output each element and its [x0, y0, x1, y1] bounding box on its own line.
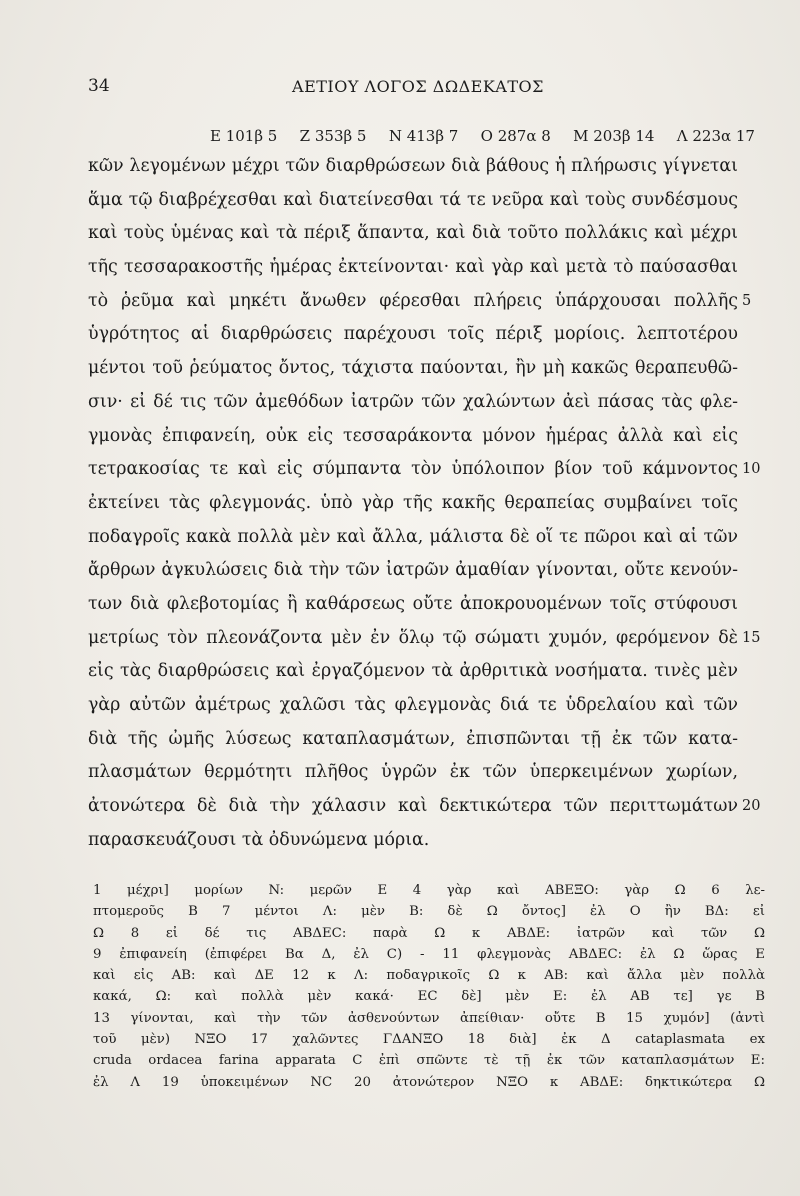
siglum: O 287α 8 — [480, 127, 551, 145]
line-text: κῶν λεγομένων μέχρι τῶν διαρθρώσεων διὰ βάθους ἡ πλήρωσις γίγνεται — [88, 156, 738, 176]
critical-apparatus — [93, 880, 765, 1093]
apparatus-line: τοῦ μὲν) ΝΞΟ 17 χαλῶντες ΓΔΑΝΞΟ 18 διὰ] ἐκ Δ cataplasmata ex — [93, 1032, 765, 1048]
line-text: μετρίως τὸν πλεονάζοντα μὲν ἐν ὅλῳ τῷ σώματι χυμόν, φερόμενον δὲ — [88, 627, 738, 648]
text-line — [88, 386, 738, 420]
apparatus-line: ἐλ Λ 19 ὑποκειμένων NC 20 ἀτονώτερον ΝΞΟ κ ΑΒΔΕ: δηκτικώτερα Ω — [93, 1074, 765, 1090]
siglum: Λ 223α 17 — [676, 127, 755, 145]
text-line — [88, 453, 761, 487]
line-text: εἰς τὰς διαρθρώσεις καὶ ἐργαζόμενον τὰ ἀρθριτικὰ νοσήματα. τινὲς μὲν — [88, 661, 738, 682]
line-text: ὑγρότητος αἱ διαρθρώσεις παρέχουσι τοῖς πέριξ μορίοις. λεπτοτέρου — [88, 324, 738, 345]
line-text: τῆς τεσσαρακοστῆς ἡμέρας ἐκτείνονται· καὶ γὰρ καὶ μετὰ τὸ παύσασθαι — [88, 257, 738, 278]
text-line — [88, 184, 738, 218]
line-text: ἅμα τῷ διαβρέχεσθαι καὶ διατείνεσθαι τά τε νεῦρα καὶ τοὺς συνδέσμους — [88, 189, 738, 210]
text-line — [88, 217, 738, 251]
apparatus-line: καὶ εἰς ΑΒ: καὶ ΔΕ 12 κ Λ: ποδαγρικοῖς Ω κ ΑΒ: καὶ ἄλλα μὲν πολλὰ — [93, 968, 765, 984]
apparatus-line: πτομεροῦς B 7 μέντοι Λ: μὲν B: δὲ Ω ὄντος] ἐλ O ἢν ΒΔ: εἰ — [93, 904, 765, 920]
text-line — [88, 790, 761, 824]
line-text: ποδαγροῖς κακὰ πολλὰ μὲν καὶ ἄλλα, μάλιστα δὲ οἵ τε πῶροι καὶ αἱ τῶν — [88, 526, 738, 547]
line-text: γμονὰς ἐπιφανείη, οὐκ εἰς τεσσαράκοντα μόνον ἡμέρας ἀλλὰ καὶ εἰς — [88, 425, 738, 446]
text-line — [88, 318, 738, 352]
text-line — [88, 588, 738, 622]
text-line — [88, 756, 738, 790]
running-head — [88, 76, 748, 102]
line-text: ἐκτείνει τὰς φλεγμονάς. ὑπὸ γὰρ τῆς κακῆς θεραπείας συμβαίνει τοῖς — [88, 492, 738, 513]
line-text: μέντοι τοῦ ῥεύματος ὄντος, τάχιστα παύονται, ἢν μὴ κακῶς θεραπευθῶ- — [88, 358, 738, 379]
siglum: Z 353β 5 — [299, 127, 367, 145]
text-line — [88, 251, 738, 285]
line-text: σιν· εἰ δέ τις τῶν ἀμεθόδων ἰατρῶν τῶν χαλώντων ἀεὶ πάσας τὰς φλε- — [88, 391, 738, 412]
siglum: N 413β 7 — [388, 127, 459, 145]
line-text: των διὰ φλεβοτομίας ἢ καθάρσεως οὔτε ἀποκρουομένων τοῖς στύφουσι — [88, 593, 738, 614]
text-line — [88, 285, 752, 319]
line-text: παρασκευάζουσι τὰ ὀδυνώμενα μόρια. — [88, 829, 430, 850]
line-text: καὶ τοὺς ὑμένας καὶ τὰ πέριξ ἅπαντα, καὶ διὰ τοῦτο πολλάκις καὶ μέχρι — [88, 223, 738, 244]
line-text: διὰ τῆς ὠμῆς λύσεως καταπλασμάτων, ἐπισπῶνται τῇ ἐκ τῶν κατα- — [88, 728, 738, 749]
line-text: πλασμάτων θερμότητι πλῆθος ὑγρῶν ἐκ τῶν ὑπερκειμένων χωρίων, — [88, 762, 738, 783]
line-number: 5 — [742, 292, 752, 309]
manuscript-sigla — [210, 127, 755, 145]
line-number: 10 — [742, 461, 761, 478]
text-line — [88, 420, 738, 454]
apparatus-line: cruda ordacea farina apparata C ἐπὶ σπῶντε τὲ τῇ ἐκ τῶν καταπλασμάτων E: — [93, 1053, 765, 1069]
line-text: τὸ ῥεῦμα καὶ μηκέτι ἄνωθεν φέρεσθαι πλήρεις ὑπάρχουσαι πολλῆς — [88, 290, 738, 311]
siglum: M 203β 14 — [573, 127, 655, 145]
text-line — [88, 150, 738, 184]
text-line — [88, 655, 738, 689]
text-line — [88, 689, 738, 723]
text-line — [88, 723, 738, 757]
line-number: 20 — [742, 798, 761, 815]
apparatus-line: κακά, Ω: καὶ πολλὰ μὲν κακά· EC δὲ] μὲν E: ἐλ ΑΒ τε] γε B — [93, 989, 765, 1005]
running-title: ΑΕΤΙΟΥ ΛΟΓΟΣ ΔΩΔΕΚΑΤΟΣ — [292, 77, 544, 96]
text-line — [88, 521, 738, 555]
siglum: E 101β 5 — [210, 127, 278, 145]
line-text: ἄρθρων ἀγκυλώσεις διὰ τὴν τῶν ἰατρῶν ἀμαθίαν γίνονται, οὔτε κενούν- — [88, 560, 738, 581]
text-line — [88, 622, 761, 656]
text-line — [88, 824, 738, 858]
text-line — [88, 352, 738, 386]
line-text: τετρακοσίας τε καὶ εἰς σύμπαντα τὸν ὑπόλοιπον βίον τοῦ κάμνοντος — [88, 459, 738, 480]
apparatus-line: Ω 8 εἰ δέ τις ΑΒΔΕC: παρὰ Ω κ ΑΒΔΕ: ἰατρῶν καὶ τῶν Ω — [93, 925, 765, 941]
main-text — [88, 150, 761, 857]
text-line — [88, 554, 738, 588]
line-text: ἀτονώτερα δὲ διὰ τὴν χάλασιν καὶ δεκτικώτερα τῶν περιττωμάτων — [88, 796, 738, 817]
apparatus-line: 1 μέχρι] μορίων N: μερῶν E 4 γὰρ καὶ ΑΒΕΞΟ: γὰρ Ω 6 λε- — [93, 883, 765, 898]
text-line — [88, 487, 738, 521]
page-number: 34 — [88, 76, 110, 96]
apparatus-line: 13 γίνονται, καὶ τὴν τῶν ἀσθενούντων ἀπείθιαν· οὔτε B 15 χυμόν] (ἀντὶ — [93, 1010, 765, 1026]
line-text: γὰρ αὐτῶν ἀμέτρως χαλῶσι τὰς φλεγμονὰς διά τε ὑδρελαίου καὶ τῶν — [88, 695, 738, 715]
line-number: 15 — [742, 629, 761, 646]
apparatus-line: 9 ἐπιφανείη (ἐπιφέρει Bα Δ, ἐλ C) - 11 φλεγμονὰς ΑΒΔΕC: ἐλ Ω ὥρας E — [93, 946, 765, 962]
